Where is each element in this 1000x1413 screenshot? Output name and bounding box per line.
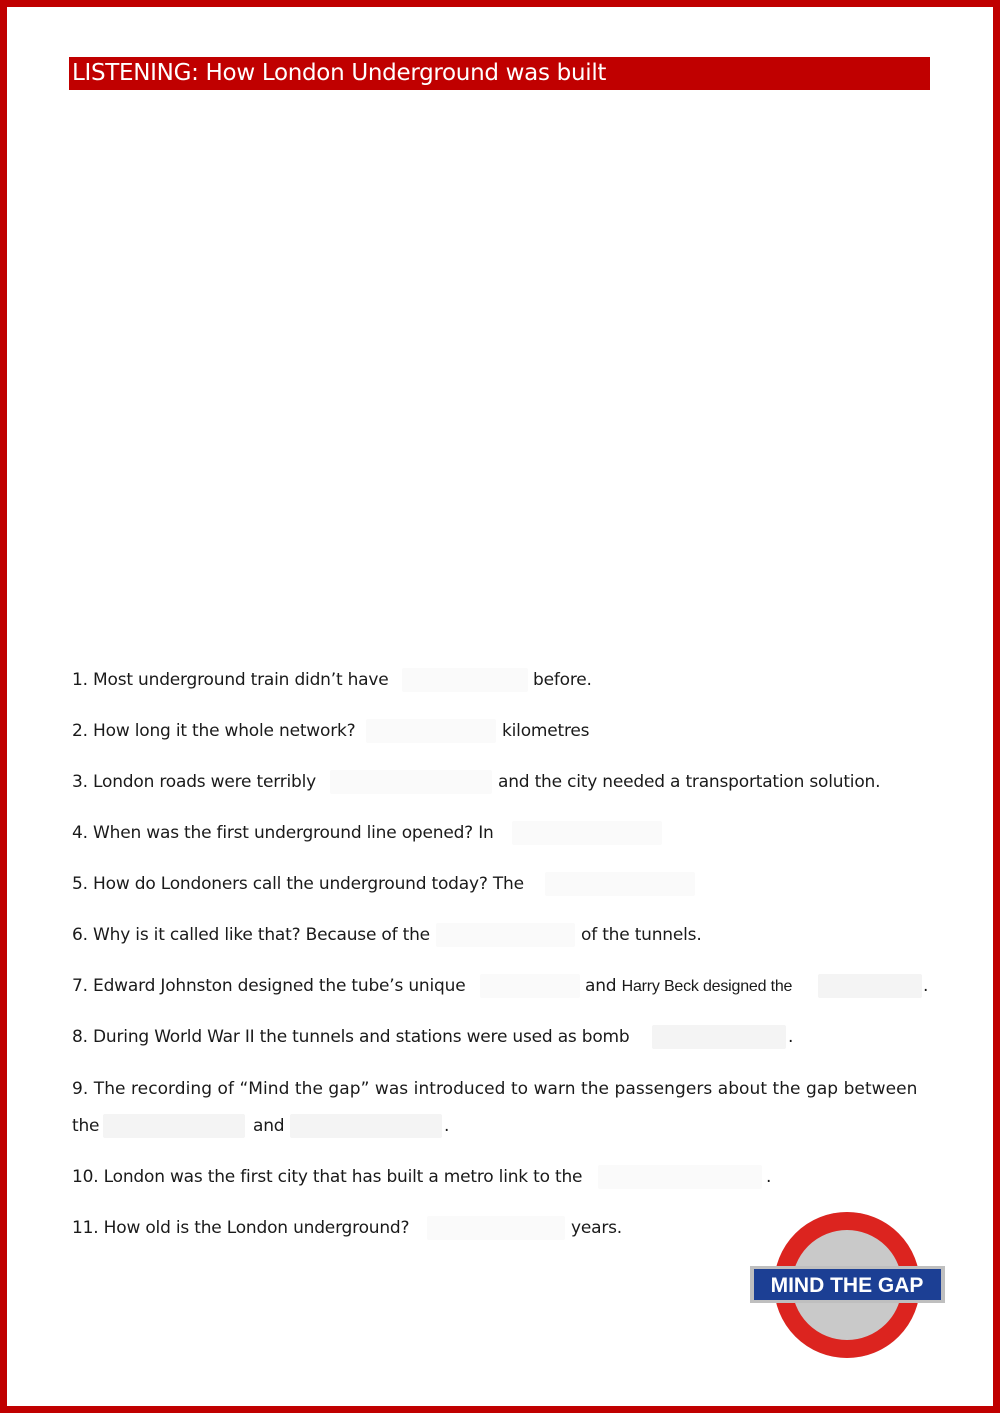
answer-input-11[interactable]	[427, 1216, 565, 1240]
question-text: Most underground train didn’t have	[93, 670, 389, 690]
question-3	[72, 770, 316, 794]
question-text: During World War II the tunnels and stations were used as bomb	[93, 1027, 630, 1047]
answer-input-9a[interactable]	[103, 1114, 245, 1138]
question-text: London was the first city that has built a metro link to the	[103, 1167, 583, 1187]
question-6	[72, 923, 430, 947]
question-text: How do Londoners call the underground today? The	[93, 874, 524, 894]
question-end: .	[788, 1027, 794, 1047]
question-end: .	[766, 1167, 772, 1187]
question-text: How old is the London underground?	[103, 1218, 410, 1238]
question-mid-text-2: Harry Beck designed the	[621, 978, 793, 995]
question-text: London roads were terribly	[93, 772, 316, 792]
question-1	[72, 668, 389, 692]
question-7	[72, 974, 465, 998]
answer-input-4[interactable]	[512, 821, 662, 845]
question-suffix: of the tunnels.	[581, 925, 702, 945]
question-number: 9.	[72, 1079, 89, 1099]
question-suffix: kilometres	[502, 721, 590, 741]
question-number: 8.	[72, 1027, 88, 1047]
question-number: 6.	[72, 925, 88, 945]
question-number: 2.	[72, 721, 88, 741]
answer-input-6[interactable]	[436, 923, 575, 947]
answer-input-8[interactable]	[652, 1025, 786, 1049]
answer-input-10[interactable]	[598, 1165, 762, 1189]
question-suffix: before.	[533, 670, 592, 690]
question-suffix: and the city needed a transportation solution.	[498, 772, 881, 792]
question-number: 4.	[72, 823, 88, 843]
question-8	[72, 1025, 630, 1049]
question-text: Why is it called like that? Because of the	[93, 925, 430, 945]
question-mid-text	[585, 974, 792, 999]
answer-input-7a[interactable]	[480, 974, 580, 998]
question-number: 3.	[72, 772, 88, 792]
question-10	[72, 1165, 582, 1189]
page-title: LISTENING: How London Underground was built	[69, 57, 930, 90]
question-end: .	[444, 1116, 450, 1136]
question-text: Edward Johnston designed the tube’s unique	[93, 976, 466, 996]
question-number: 7.	[72, 976, 88, 996]
answer-input-9b[interactable]	[290, 1114, 442, 1138]
question-5	[72, 872, 524, 896]
video-embed-area[interactable]	[69, 100, 930, 640]
question-end: .	[923, 976, 929, 996]
question-number: 11.	[72, 1218, 99, 1238]
question-4	[72, 821, 494, 845]
answer-input-3[interactable]	[330, 770, 492, 794]
question-number: 1.	[72, 670, 88, 690]
question-9	[72, 1077, 929, 1101]
mind-the-gap-roundel-logo	[750, 1205, 945, 1365]
conjunction: and	[253, 1116, 285, 1136]
question-text: The recording of “Mind the gap” was introduced to warn the passengers about the gap between	[93, 1079, 918, 1099]
answer-input-2[interactable]	[366, 719, 496, 743]
roundel-text: MIND THE GAP	[770, 1274, 924, 1297]
conjunction: and	[585, 976, 617, 996]
answer-input-5[interactable]	[545, 872, 695, 896]
question-number: 5.	[72, 874, 88, 894]
answer-input-1[interactable]	[402, 668, 528, 692]
answer-input-7b[interactable]	[818, 974, 922, 998]
question-number: 10.	[72, 1167, 99, 1187]
question-11	[72, 1216, 409, 1240]
question-9-line2-start: the	[72, 1116, 100, 1136]
question-2	[72, 719, 355, 743]
question-suffix: years.	[571, 1218, 622, 1238]
question-text: How long it the whole network?	[93, 721, 356, 741]
question-text: When was the first underground line opened? In	[93, 823, 494, 843]
